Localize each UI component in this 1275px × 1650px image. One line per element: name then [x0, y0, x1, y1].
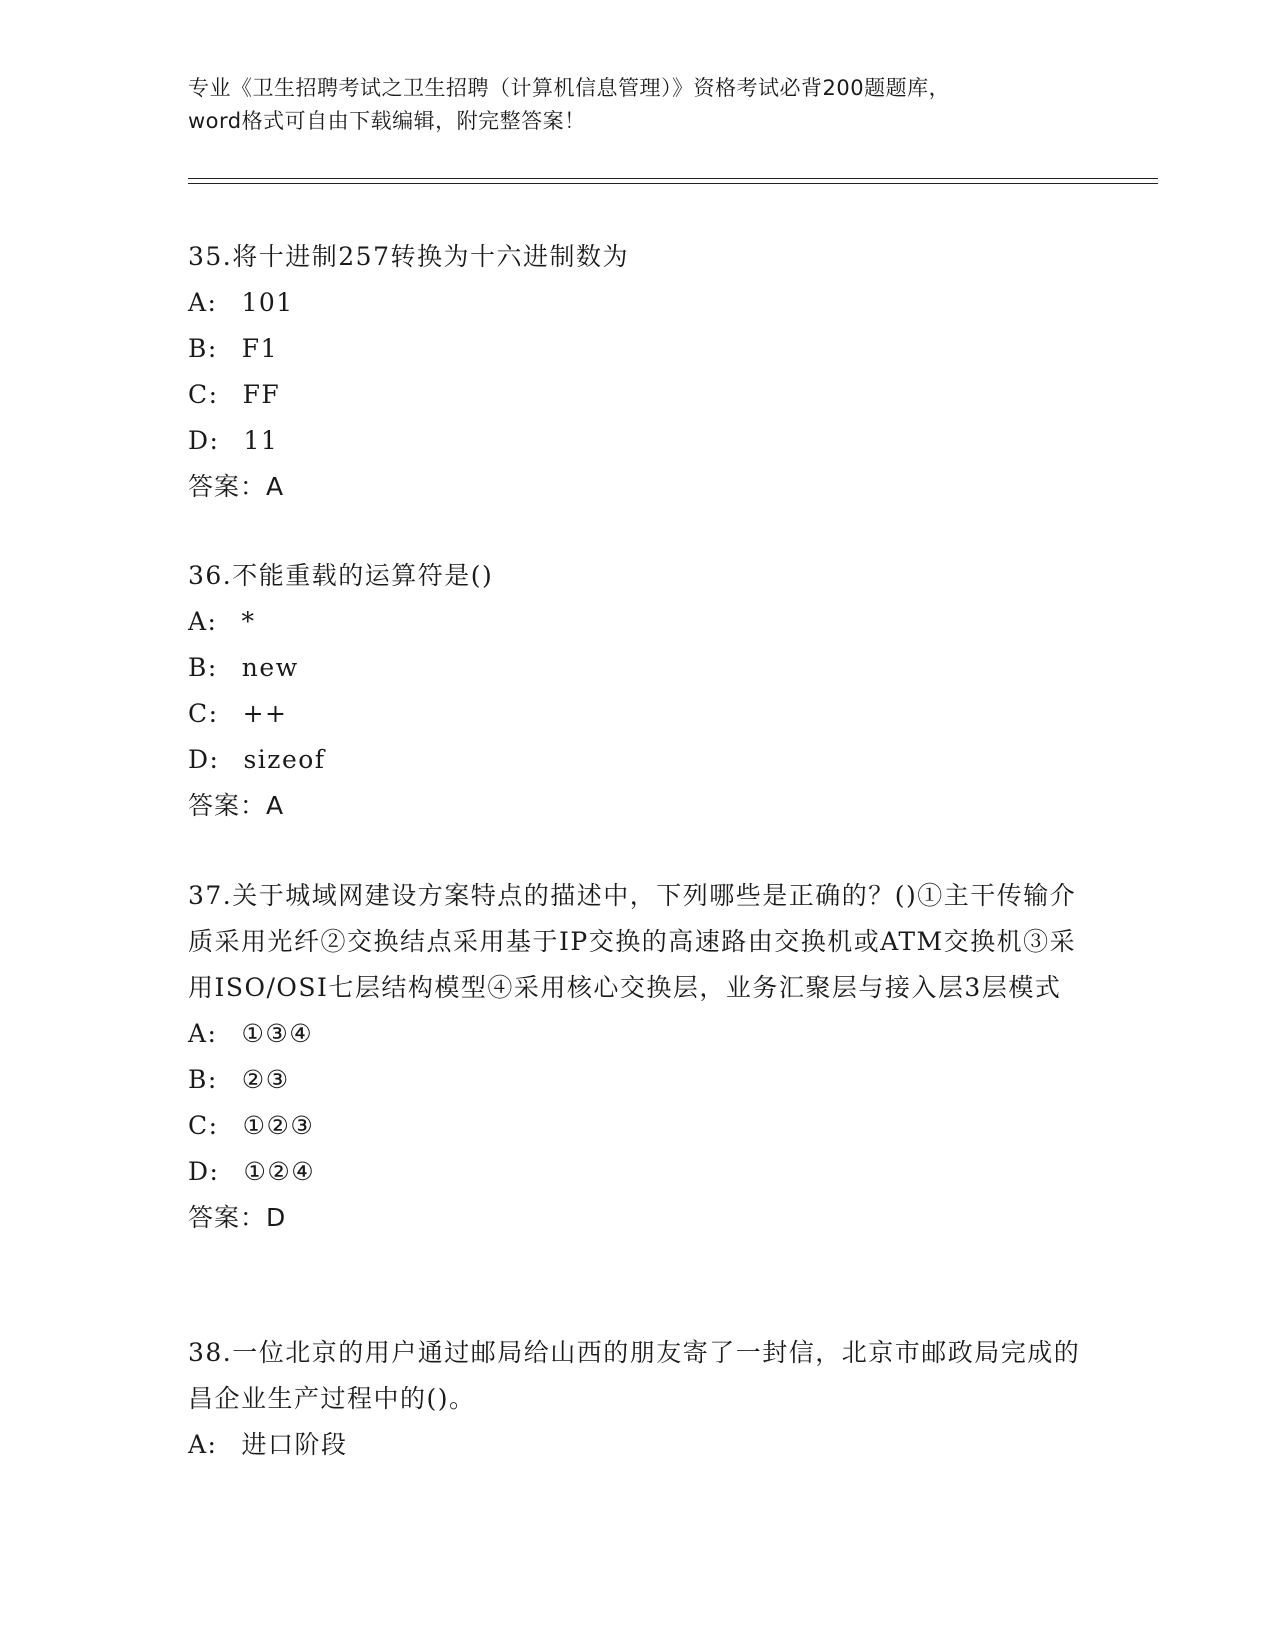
question-37	[188, 873, 1088, 1241]
header-divider-bottom	[188, 183, 1158, 184]
option-text: 11	[243, 426, 279, 455]
option-text: FF	[242, 380, 281, 409]
answer-line: 答案：D	[188, 1203, 287, 1232]
option-text: sizeof	[243, 745, 326, 774]
option-a	[188, 280, 1088, 326]
option-d	[188, 1149, 1088, 1195]
option-c	[188, 1103, 1088, 1149]
option-letter: B:	[188, 1065, 218, 1094]
question-38	[188, 1330, 1088, 1468]
option-d	[188, 418, 1088, 464]
option-text: ①②④	[243, 1157, 316, 1186]
option-c	[188, 691, 1088, 737]
option-letter: C:	[188, 699, 219, 728]
option-text: *	[241, 607, 256, 636]
option-d	[188, 737, 1088, 783]
answer-line: 答案：A	[188, 472, 285, 501]
question-text: 38.一位北京的用户通过邮局给山西的朋友寄了一封信，北京市邮政局完成的昌企业生产过程中的()。	[188, 1338, 1081, 1413]
question-text: 37.关于城域网建设方案特点的描述中，下列哪些是正确的？()①主干传输介质采用光纤②交换结点采用基于IP交换的高速路由交换机或ATM交换机③采用ISO/OSI七层结构模型④采用核心交换层，业务汇聚层与接入层3层模式	[188, 881, 1077, 1002]
option-letter: A:	[188, 607, 218, 636]
header-divider-top	[188, 178, 1158, 179]
option-text: 101	[241, 288, 294, 317]
option-text: new	[241, 653, 299, 682]
option-letter: D:	[188, 745, 220, 774]
option-text: ①③④	[241, 1019, 314, 1048]
option-letter: B:	[188, 334, 218, 363]
document-header	[188, 72, 1088, 138]
option-letter: A:	[188, 288, 218, 317]
question-35	[188, 234, 1088, 510]
option-text: F1	[241, 334, 279, 363]
option-letter: B:	[188, 653, 218, 682]
question-text: 36.不能重载的运算符是()	[188, 561, 494, 590]
option-b	[188, 645, 1088, 691]
option-a	[188, 1422, 1088, 1468]
option-a	[188, 1011, 1088, 1057]
option-letter: A:	[188, 1019, 218, 1048]
header-line-2: word格式可自由下载编辑，附完整答案！	[188, 109, 586, 133]
answer-line: 答案：A	[188, 791, 285, 820]
question-text: 35.将十进制257转换为十六进制数为	[188, 242, 629, 271]
option-a	[188, 599, 1088, 645]
option-letter: C:	[188, 380, 219, 409]
option-b	[188, 326, 1088, 372]
option-text: 进口阶段	[241, 1430, 348, 1459]
option-text: ②③	[241, 1065, 290, 1094]
header-line-1: 专业《卫生招聘考试之卫生招聘（计算机信息管理）》资格考试必背200题题库，	[188, 76, 951, 100]
option-letter: C:	[188, 1111, 219, 1140]
question-36	[188, 553, 1088, 829]
option-letter: D:	[188, 1157, 220, 1186]
option-b	[188, 1057, 1088, 1103]
option-letter: D:	[188, 426, 220, 455]
option-c	[188, 372, 1088, 418]
option-letter: A:	[188, 1430, 218, 1459]
option-text: ①②③	[242, 1111, 315, 1140]
option-text: ++	[242, 699, 288, 728]
